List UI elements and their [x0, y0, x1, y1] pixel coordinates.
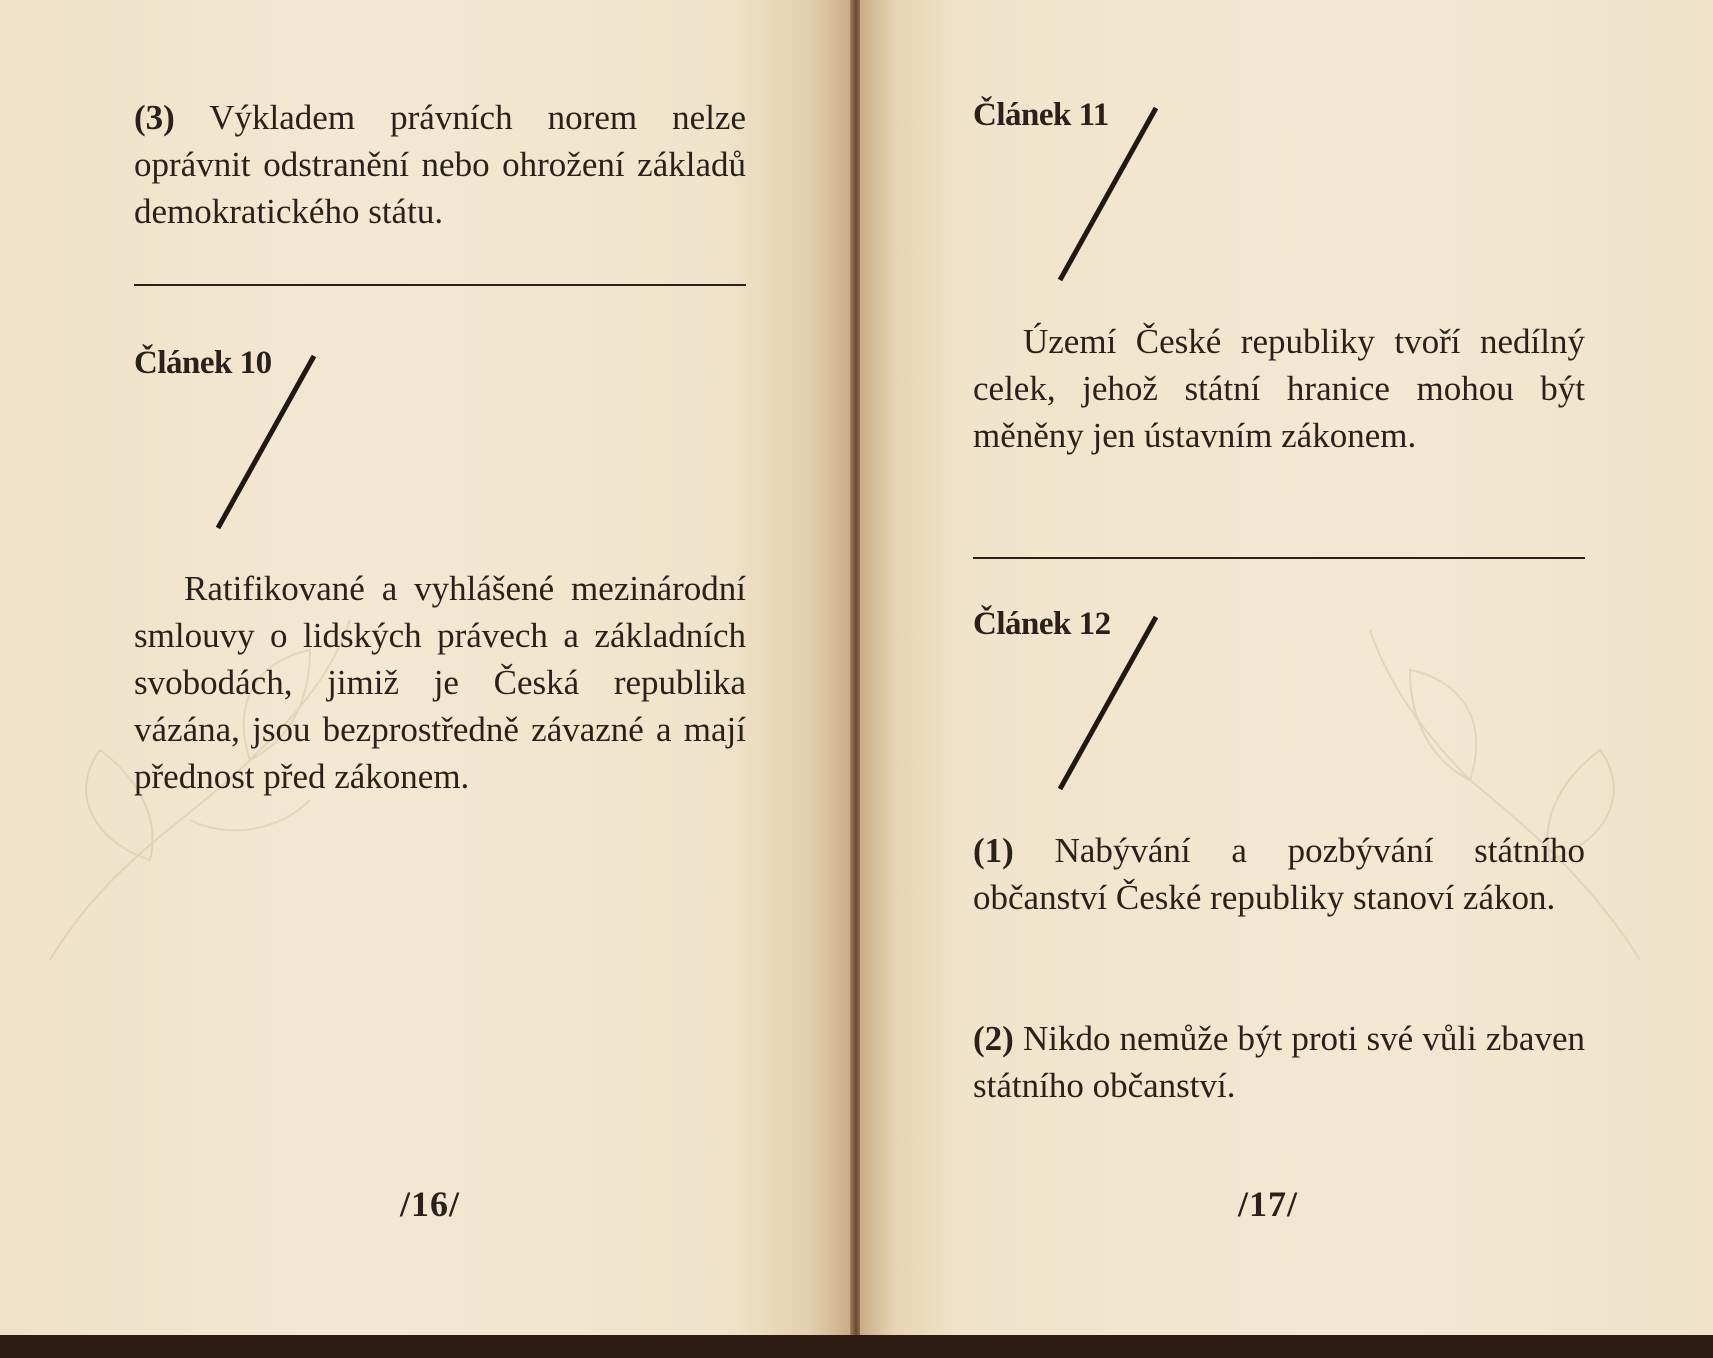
article-11-heading: Článek 11 — [973, 97, 1109, 133]
article-10-heading: Článek 10 — [134, 345, 272, 381]
paragraph-number: (3) — [134, 98, 175, 137]
article-slash — [210, 352, 320, 532]
paragraph-1 — [973, 827, 1585, 921]
article-10-text: Ratifikované a vyhlášené mezinárodní smlouvy o lidských právech a základních svobodách, jimiž je Česká republika vázána, jsou bezprostředně závazné a mají přednost před zákonem. — [134, 569, 746, 796]
section-divider — [973, 557, 1585, 559]
page-number: /16/ — [400, 1184, 461, 1224]
right-page — [860, 0, 1713, 1345]
article-slash — [1052, 613, 1162, 793]
paragraph-number: (1) — [973, 831, 1014, 870]
paragraph-text: Výkladem právních norem nelze oprávnit odstranění nebo ohrožení základů demokratického státu. — [134, 98, 746, 231]
left-page — [0, 0, 852, 1345]
paragraph-3 — [134, 94, 746, 235]
article-11-text: Území České republiky tvoří nedílný celek, jehož státní hranice mohou být měněny jen ústavním zákonem. — [973, 322, 1585, 455]
article-12-heading: Článek 12 — [973, 606, 1111, 642]
paragraph-number: (2) — [973, 1019, 1014, 1058]
paragraph-text: Nikdo nemůže být proti své vůli zbaven státního občanství. — [973, 1019, 1585, 1105]
book-bottom-edge — [0, 1335, 1713, 1358]
paragraph-text: Nabývání a pozbývání státního občanství České republiky stanoví zákon. — [973, 831, 1586, 917]
article-slash — [1052, 104, 1162, 284]
section-divider — [134, 284, 746, 286]
page-number: /17/ — [1238, 1184, 1299, 1224]
paragraph-2 — [973, 1015, 1585, 1109]
